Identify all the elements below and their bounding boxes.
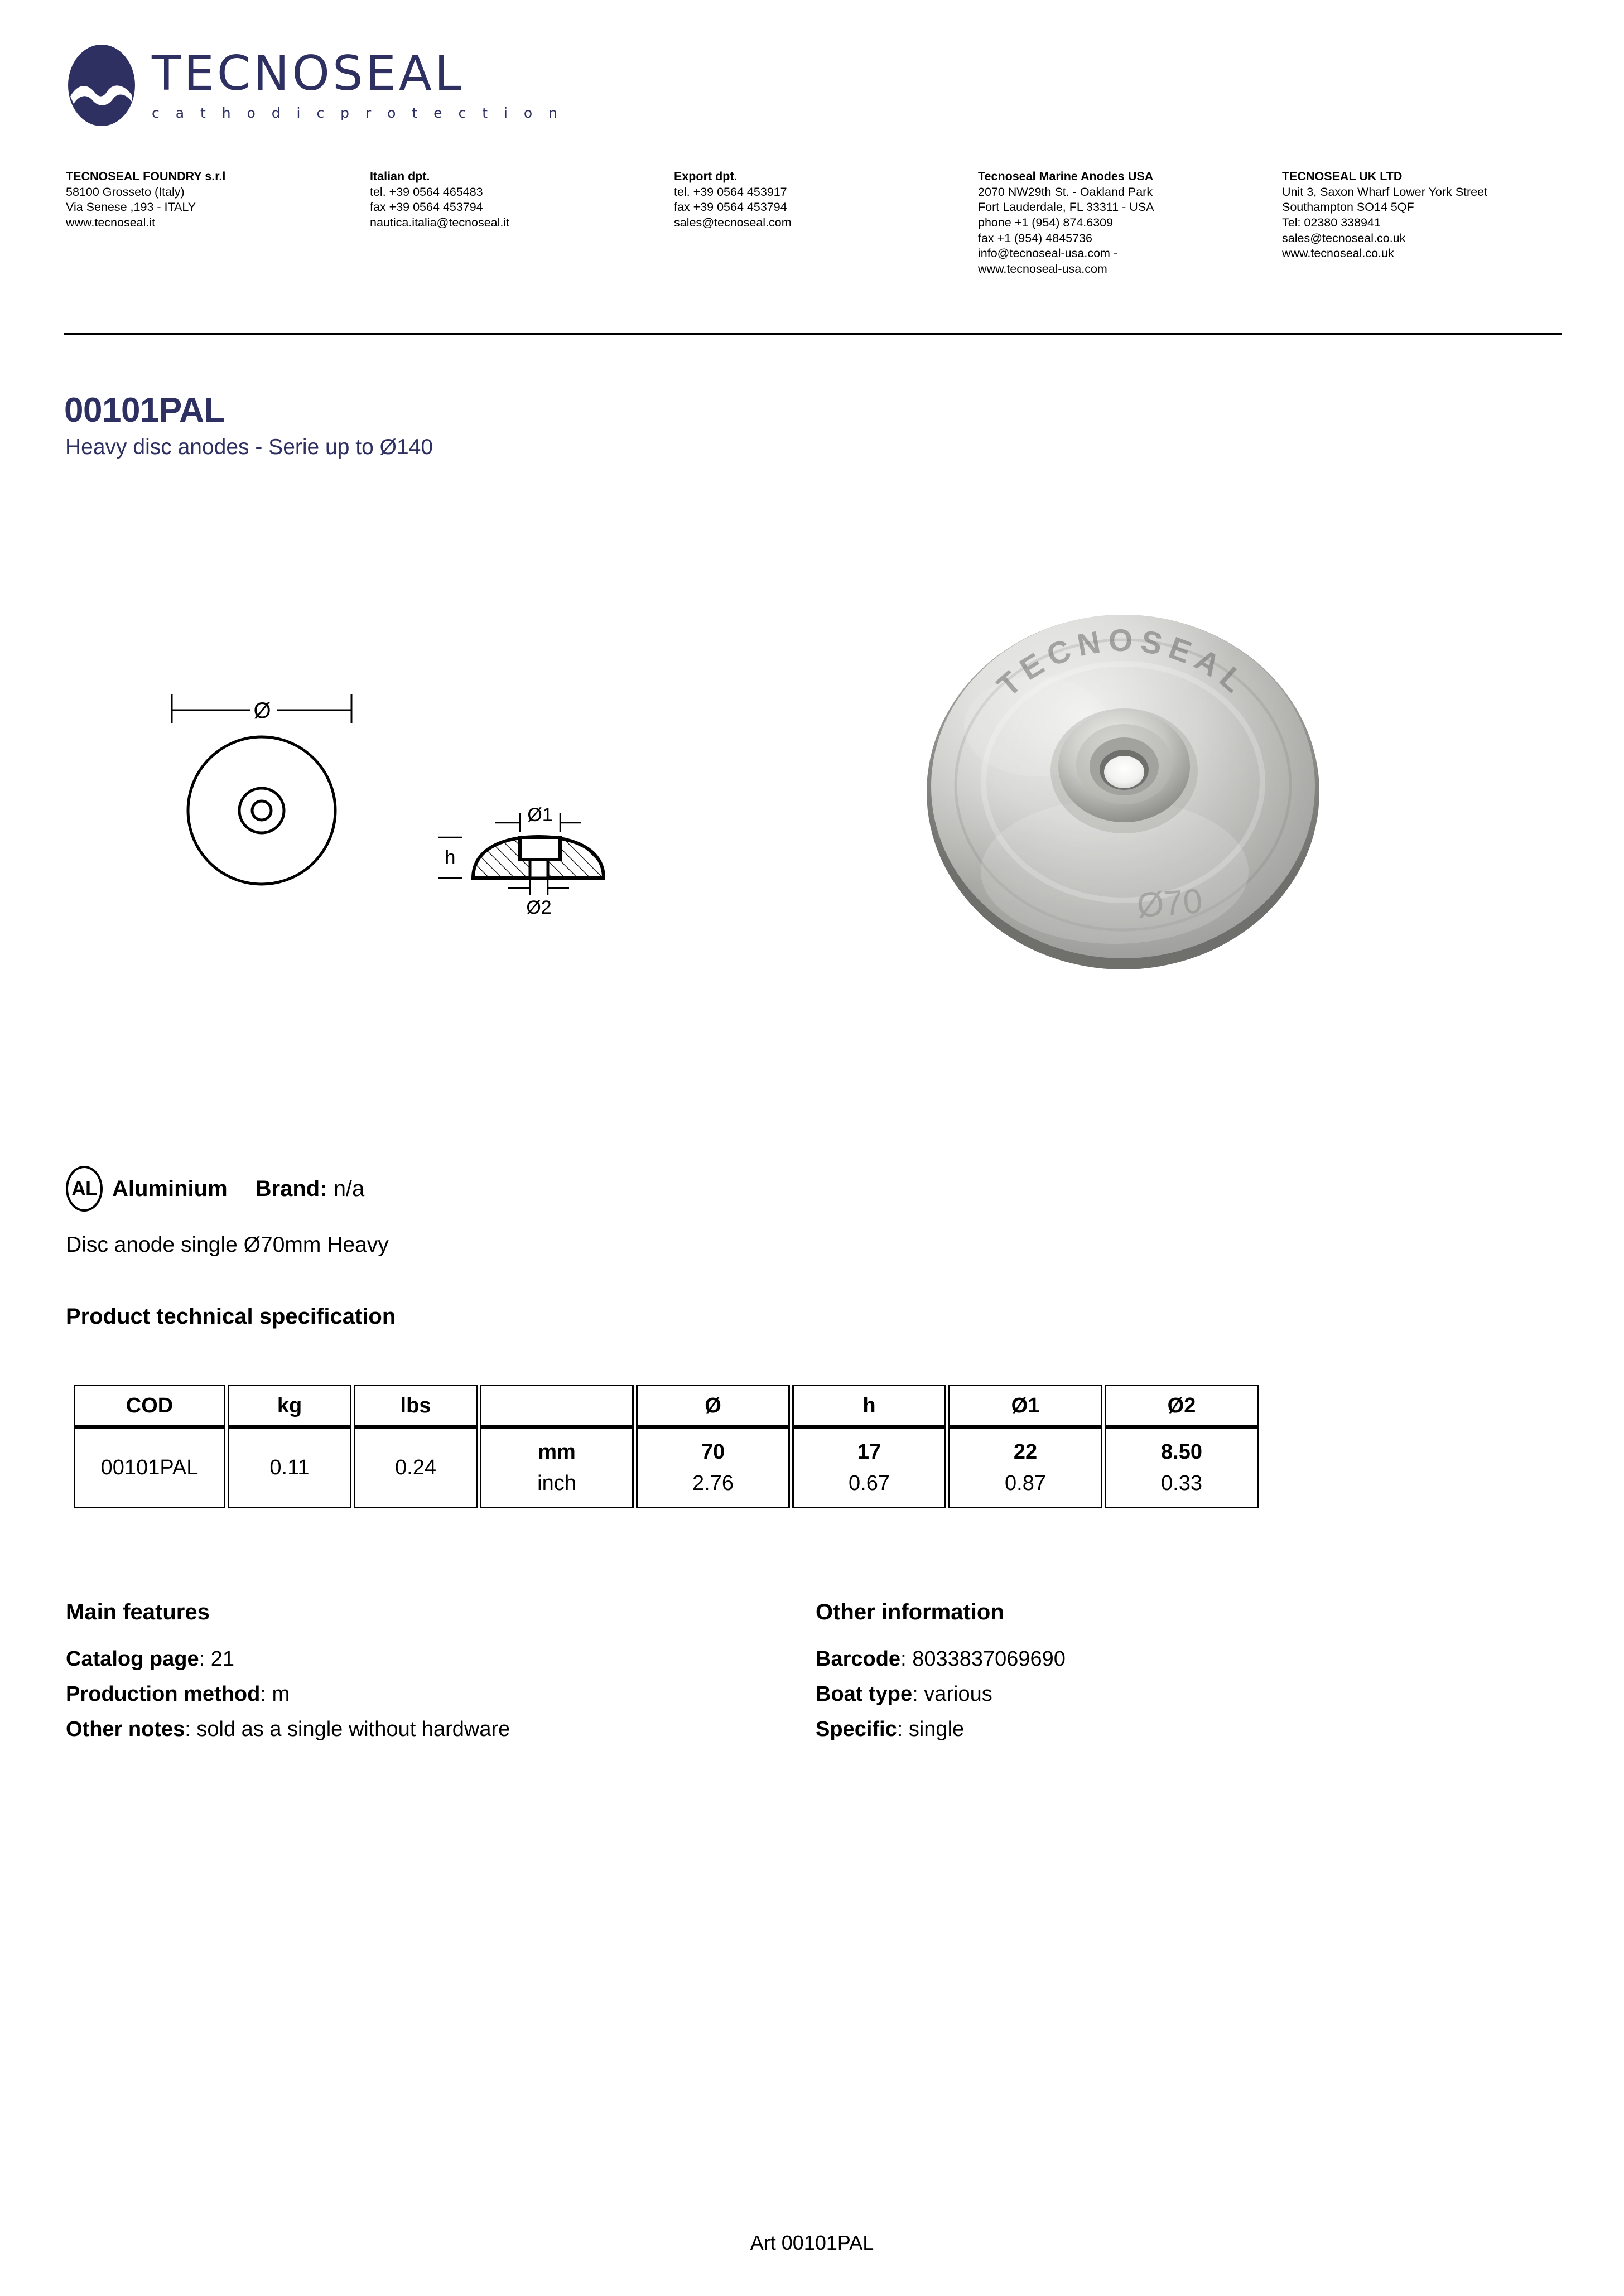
top-view-drawing xyxy=(167,689,368,890)
feature-value: 21 xyxy=(210,1647,235,1671)
contact-line: fax +1 (954) 4845736 xyxy=(978,231,1093,245)
contact-line: Tel: 02380 338941 xyxy=(1282,215,1381,229)
header-kg: kg xyxy=(228,1385,351,1427)
contact-column-export-dpt xyxy=(674,169,978,231)
logo-wordmark: TECNOSEAL xyxy=(152,46,464,102)
info-value: 8033837069690 xyxy=(912,1647,1066,1671)
header-d2: Ø2 xyxy=(1105,1385,1259,1427)
contact-title: Tecnoseal Marine Anodes USA xyxy=(978,170,1154,183)
feature-value: sold as a single without hardware xyxy=(196,1718,510,1741)
material-name: Aluminium xyxy=(112,1176,228,1201)
brand-label: Brand: n/a xyxy=(255,1176,365,1201)
contact-line: 2070 NW29th St. - Oakland Park xyxy=(978,185,1153,199)
feature-catalog-page: Catalog page: 21 xyxy=(66,1647,235,1671)
info-value: various xyxy=(924,1682,992,1706)
cell-lbs: 0.24 xyxy=(354,1427,478,1508)
info-barcode: Barcode: 8033837069690 xyxy=(816,1647,1066,1671)
table-row xyxy=(74,1427,1259,1508)
contact-line: Via Senese ,193 - ITALY xyxy=(66,200,196,214)
tecnoseal-logo-mark xyxy=(66,44,137,127)
other-information-section xyxy=(816,1600,1066,1753)
contact-column-foundry xyxy=(66,169,370,231)
feature-production-method: Production method: m xyxy=(66,1682,290,1706)
info-label: Barcode xyxy=(816,1647,901,1671)
diameter-inch: 2.76 xyxy=(692,1471,734,1495)
contact-line: Fort Lauderdale, FL 33311 - USA xyxy=(978,200,1154,214)
anode-photo-svg xyxy=(852,559,1394,1022)
contact-column-usa xyxy=(978,169,1282,277)
d2-inch: 0.33 xyxy=(1161,1471,1202,1495)
info-boat-type: Boat type: various xyxy=(816,1682,992,1706)
contact-line: Southampton SO14 5QF xyxy=(1282,200,1414,214)
feature-label: Other notes xyxy=(66,1718,185,1741)
header-diameter: Ø xyxy=(636,1385,790,1427)
logo-tagline: c a t h o d i c p r o t e c t i o n xyxy=(152,105,563,121)
cell-d2 xyxy=(1105,1427,1259,1508)
height-mm: 17 xyxy=(857,1440,881,1464)
table-header-row xyxy=(74,1385,1259,1427)
contact-title: TECNOSEAL UK LTD xyxy=(1282,170,1403,183)
tecnoseal-logo xyxy=(66,44,563,127)
d2-label: Ø2 xyxy=(526,897,552,918)
feature-other-notes: Other notes: sold as a single without hardware xyxy=(66,1718,510,1741)
feature-label: Catalog page xyxy=(66,1647,199,1671)
contact-column-uk xyxy=(1282,169,1561,262)
header-d1: Ø1 xyxy=(948,1385,1102,1427)
contact-line: sales@tecnoseal.com xyxy=(674,215,792,229)
contact-line: Unit 3, Saxon Wharf Lower York Street xyxy=(1282,185,1488,199)
page-title: 00101PAL xyxy=(64,391,225,430)
contact-title: Export dpt. xyxy=(674,170,738,183)
height-label: h xyxy=(445,847,456,868)
info-label: Specific xyxy=(816,1718,897,1741)
page-subtitle: Heavy disc anodes - Serie up to Ø140 xyxy=(65,435,433,459)
material-row xyxy=(66,1166,364,1212)
other-information-title: Other information xyxy=(816,1600,1004,1624)
feature-label: Production method xyxy=(66,1682,261,1706)
contact-header xyxy=(66,169,1561,277)
product-photo xyxy=(852,559,1394,1022)
contact-line: www.tecnoseal.it xyxy=(66,215,156,229)
unit-mm: mm xyxy=(538,1440,576,1464)
info-specific: Specific: single xyxy=(816,1718,965,1741)
d2-mm: 8.50 xyxy=(1161,1440,1202,1464)
cell-height xyxy=(792,1427,946,1508)
contact-line: tel. +39 0564 465483 xyxy=(370,185,483,199)
contact-line: info@tecnoseal-usa.com - xyxy=(978,247,1118,261)
contact-line: tel. +39 0564 453917 xyxy=(674,185,787,199)
header-cod: COD xyxy=(74,1385,225,1427)
contact-line: www.tecnoseal.co.uk xyxy=(1282,247,1394,261)
contact-line: sales@tecnoseal.co.uk xyxy=(1282,231,1406,245)
d1-inch: 0.87 xyxy=(1005,1471,1046,1495)
header-height: h xyxy=(792,1385,946,1427)
info-label: Boat type xyxy=(816,1682,913,1706)
contact-line: 58100 Grosseto (Italy) xyxy=(66,185,185,199)
contact-line: fax +39 0564 453794 xyxy=(674,200,787,214)
product-description: Disc anode single Ø70mm Heavy xyxy=(66,1233,389,1257)
brand-value: n/a xyxy=(333,1176,365,1201)
diameter-mm: 70 xyxy=(701,1440,725,1464)
contact-line: nautica.italia@tecnoseal.it xyxy=(370,215,510,229)
contact-line: fax +39 0564 453794 xyxy=(370,200,483,214)
cell-cod: 00101PAL xyxy=(74,1427,225,1508)
cell-units xyxy=(480,1427,634,1508)
aluminium-badge-icon: AL xyxy=(66,1166,103,1212)
specification-table xyxy=(71,1385,1261,1508)
header-divider xyxy=(64,333,1562,335)
d1-mm: 22 xyxy=(1013,1440,1038,1464)
embossed-size-text: Ø70 xyxy=(1135,882,1204,925)
cell-kg: 0.11 xyxy=(228,1427,351,1508)
contact-title: Italian dpt. xyxy=(370,170,430,183)
d1-label: Ø1 xyxy=(527,804,553,826)
contact-line: phone +1 (954) 874.6309 xyxy=(978,215,1114,229)
unit-inch: inch xyxy=(537,1471,576,1495)
header-lbs: lbs xyxy=(354,1385,478,1427)
embossed-brand-text: TECNOSEAL xyxy=(990,622,1256,703)
diameter-label: Ø xyxy=(253,698,271,723)
contact-column-italian-dpt xyxy=(370,169,674,231)
info-value: single xyxy=(908,1718,965,1741)
spec-section-heading: Product technical specification xyxy=(66,1304,396,1329)
page-footer: Art 00101PAL xyxy=(750,2231,874,2254)
cell-diameter xyxy=(636,1427,790,1508)
height-inch: 0.67 xyxy=(849,1471,890,1495)
feature-value: m xyxy=(272,1682,290,1706)
contact-line: www.tecnoseal-usa.com xyxy=(978,262,1107,276)
cell-d1 xyxy=(948,1427,1102,1508)
main-features-title: Main features xyxy=(66,1600,210,1624)
contact-title: TECNOSEAL FOUNDRY s.r.l xyxy=(66,170,226,183)
main-features-section xyxy=(66,1600,510,1753)
header-unit xyxy=(480,1385,634,1427)
cross-section-drawing xyxy=(430,781,647,920)
